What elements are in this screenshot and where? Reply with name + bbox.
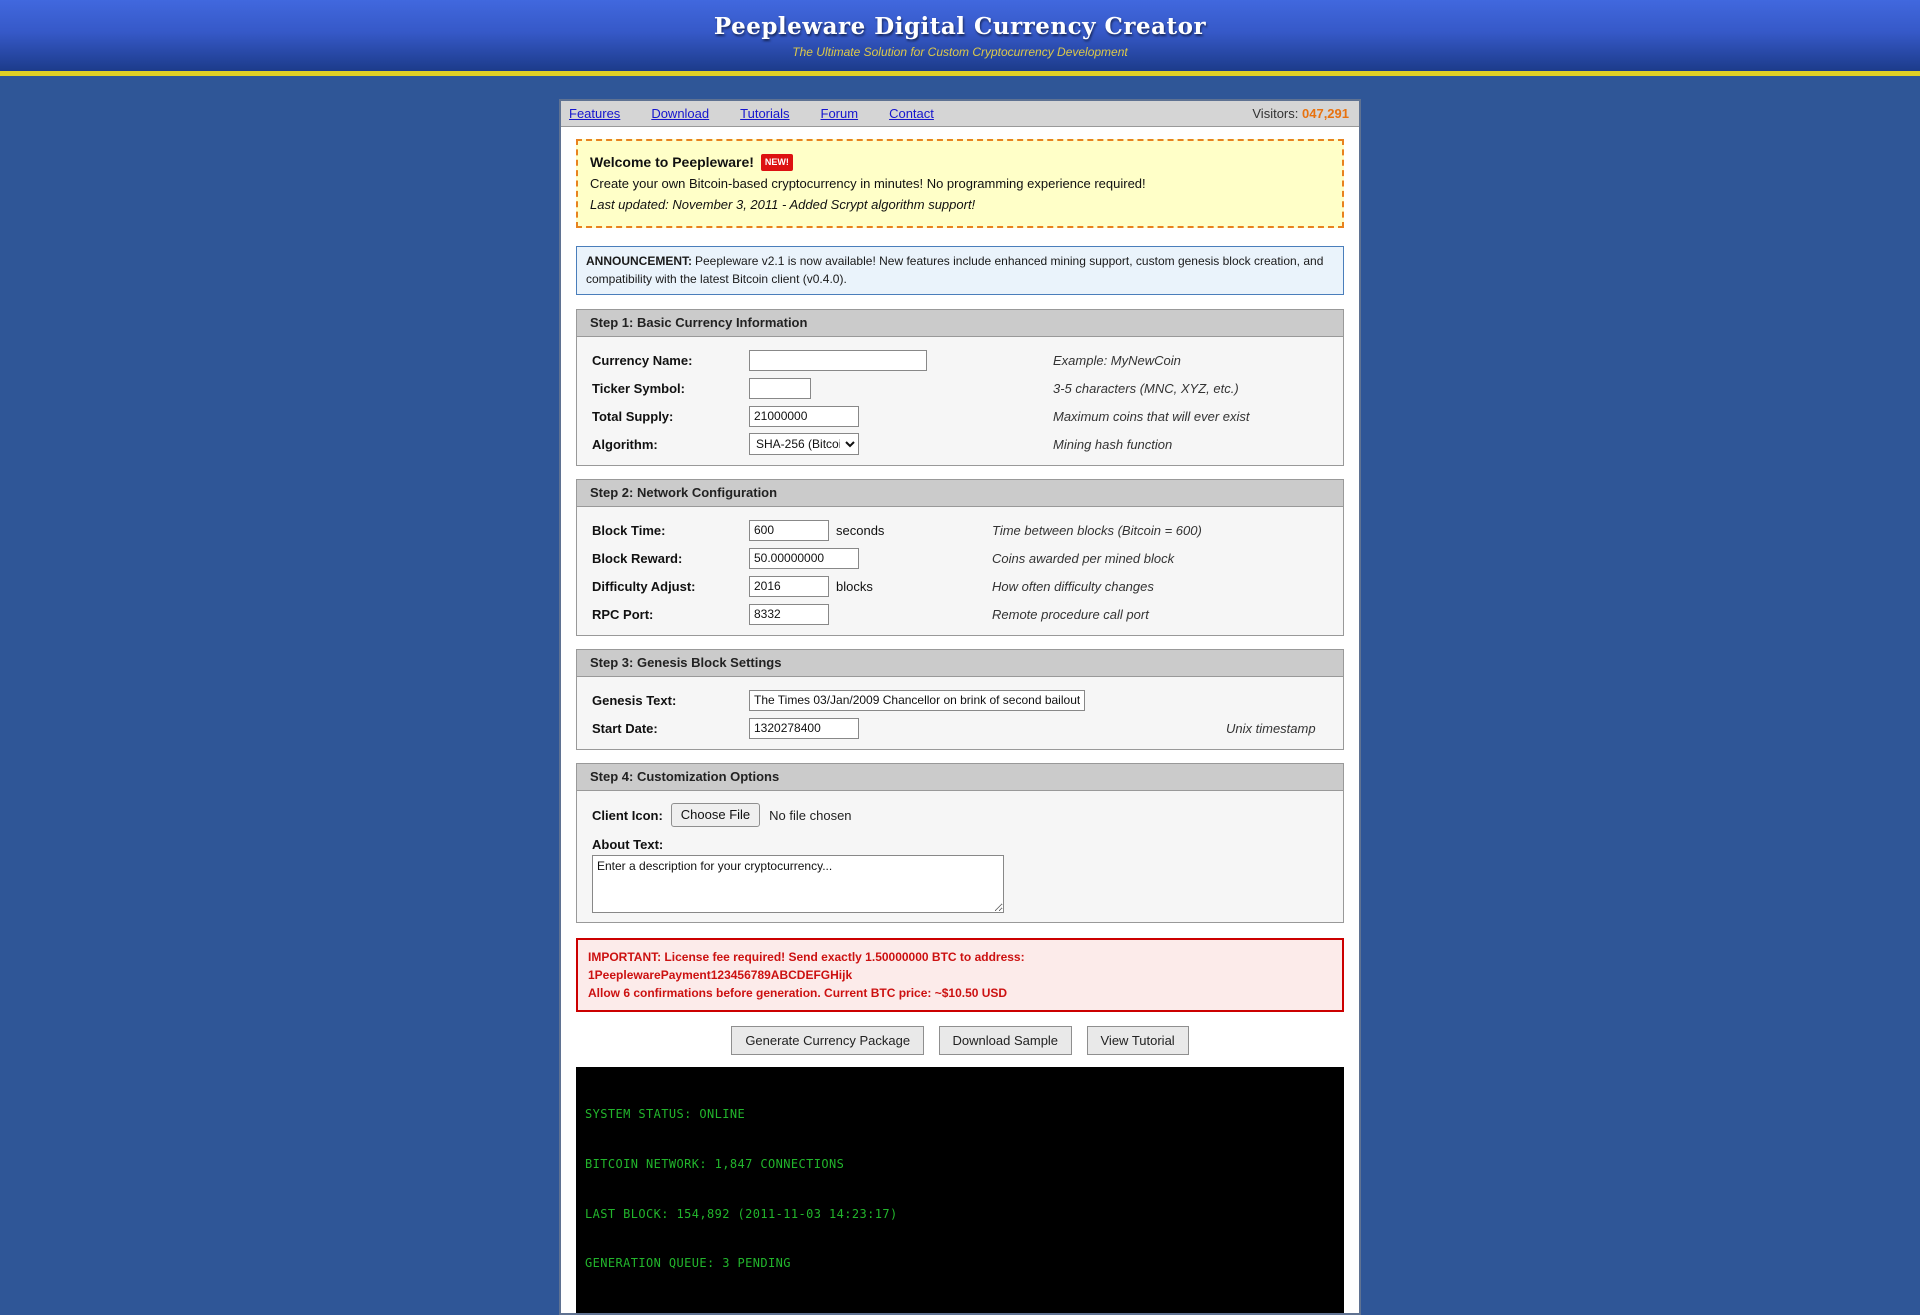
terminal-line-network: BITCOIN NETWORK: 1,847 CONNECTIONS: [585, 1156, 845, 1171]
step4-body: [576, 790, 1344, 923]
visitor-label: Visitors:: [1252, 106, 1299, 121]
page-title: Peepleware Digital Currency Creator: [713, 13, 1207, 40]
start-date-input[interactable]: [749, 718, 859, 739]
step4-header: Step 4: Customization Options: [576, 763, 1344, 790]
step3-body: [576, 676, 1344, 750]
step4-section: [576, 763, 1344, 923]
block-reward-label: Block Reward:: [592, 550, 683, 566]
start-date-label: Start Date:: [592, 720, 658, 736]
ticker-symbol-row: [577, 377, 1343, 399]
currency-name-input[interactable]: [749, 350, 927, 371]
block-time-input[interactable]: [749, 520, 829, 541]
system-status-terminal: [576, 1067, 1344, 1313]
algorithm-select[interactable]: [749, 433, 859, 455]
license-fee-notice: [576, 938, 1344, 1012]
client-icon-label: Client Icon:: [592, 807, 663, 823]
currency-name-label: Currency Name:: [592, 352, 693, 368]
site-header: [0, 0, 1920, 76]
nav-link-contact[interactable]: Contact: [889, 106, 934, 121]
about-text-area[interactable]: [592, 855, 1004, 913]
client-icon-row: [577, 803, 1343, 827]
difficulty-adjust-row: [577, 575, 1343, 597]
page-subtitle: The Ultimate Solution for Custom Cryptocurrency Development: [792, 45, 1128, 59]
algorithm-label: Algorithm:: [592, 436, 658, 452]
announcement-label: ANNOUNCEMENT:: [586, 254, 692, 269]
payment-address: 1PeeplewarePayment123456789ABCDEFGHijk: [588, 968, 853, 983]
generate-package-button[interactable]: Generate Currency Package: [731, 1026, 924, 1055]
license-fee-line3: Allow 6 confirmations before generation. Current BTC price: ~$10.50 USD: [588, 986, 1008, 1001]
block-time-hint: Time between blocks (Bitcoin = 600): [992, 523, 1202, 539]
currency-name-hint: Example: MyNewCoin: [1053, 353, 1181, 369]
step2-header: Step 2: Network Configuration: [576, 479, 1344, 506]
difficulty-adjust-label: Difficulty Adjust:: [592, 578, 696, 594]
step3-section: [576, 649, 1344, 750]
start-date-hint: Unix timestamp: [1226, 721, 1316, 737]
file-chosen-status: No file chosen: [769, 807, 852, 823]
rpc-port-label: RPC Port:: [592, 606, 654, 622]
main-container: [559, 99, 1361, 1315]
block-time-label: Block Time:: [592, 522, 666, 538]
total-supply-hint: Maximum coins that will ever exist: [1053, 409, 1250, 425]
step2-body: [576, 506, 1344, 636]
announcement-text: Peepleware v2.1 is now available! New features include enhanced mining support, custom genesis block creation, and compatibility with the latest Bitcoin client (v0.4.0).: [586, 254, 1324, 286]
choose-file-button[interactable]: Choose File: [671, 803, 760, 827]
action-button-row: [576, 1026, 1344, 1055]
visitor-count: 047,291: [1302, 106, 1349, 121]
difficulty-adjust-hint: How often difficulty changes: [992, 579, 1154, 595]
nav-link-forum[interactable]: Forum: [820, 106, 859, 121]
total-supply-row: [577, 405, 1343, 427]
nav-link-download[interactable]: Download: [651, 106, 710, 121]
algorithm-hint: Mining hash function: [1053, 437, 1173, 453]
difficulty-adjust-input[interactable]: [749, 576, 829, 597]
step1-header: Step 1: Basic Currency Information: [576, 309, 1344, 336]
rpc-port-hint: Remote procedure call port: [992, 607, 1149, 623]
total-supply-input[interactable]: [749, 406, 859, 427]
rpc-port-input[interactable]: [749, 604, 829, 625]
welcome-line1: Create your own Bitcoin-based cryptocurrency in minutes! No programming experience required!: [590, 175, 1146, 191]
nav-link-tutorials[interactable]: Tutorials: [740, 106, 790, 121]
genesis-text-row: [577, 689, 1343, 711]
ticker-symbol-hint: 3-5 characters (MNC, XYZ, etc.): [1053, 381, 1239, 397]
license-fee-line1: IMPORTANT: License fee required! Send exactly 1.50000000 BTC to address:: [588, 950, 1025, 965]
step1-body: [576, 336, 1344, 466]
terminal-line-status: SYSTEM STATUS: ONLINE: [585, 1107, 746, 1122]
rpc-port-row: [577, 603, 1343, 625]
about-text-label: About Text:: [592, 837, 664, 853]
block-reward-row: [577, 547, 1343, 569]
content-area: [561, 127, 1359, 1313]
currency-name-row: [577, 349, 1343, 371]
ticker-symbol-label: Ticker Symbol:: [592, 380, 685, 396]
welcome-heading: Welcome to Peepleware!: [590, 154, 754, 170]
announcement-box: [576, 246, 1344, 295]
algorithm-row: [577, 433, 1343, 455]
genesis-text-label: Genesis Text:: [592, 692, 677, 708]
block-time-suffix: seconds: [836, 522, 885, 538]
view-tutorial-button[interactable]: View Tutorial: [1087, 1026, 1189, 1055]
ticker-symbol-input[interactable]: [749, 378, 811, 399]
block-reward-hint: Coins awarded per mined block: [992, 551, 1175, 567]
block-time-row: [577, 519, 1343, 541]
block-reward-input[interactable]: [749, 548, 859, 569]
step1-section: [576, 309, 1344, 466]
terminal-line-lastblock: LAST BLOCK: 154,892 (2011-11-03 14:23:17): [585, 1206, 898, 1221]
step2-section: [576, 479, 1344, 636]
step3-header: Step 3: Genesis Block Settings: [576, 649, 1344, 676]
start-date-row: [577, 717, 1343, 739]
total-supply-label: Total Supply:: [592, 408, 674, 424]
difficulty-adjust-suffix: blocks: [836, 578, 873, 594]
nav-bar: [561, 101, 1359, 127]
nav-link-features[interactable]: Features: [569, 106, 621, 121]
welcome-line2: Last updated: November 3, 2011 - Added Scrypt algorithm support!: [590, 196, 976, 212]
genesis-text-input[interactable]: [749, 690, 1085, 711]
welcome-box: [576, 139, 1344, 228]
visitor-counter: [1252, 106, 1349, 121]
terminal-line-queue: GENERATION QUEUE: 3 PENDING: [585, 1256, 791, 1271]
new-badge: NEW!: [761, 154, 793, 171]
download-sample-button[interactable]: Download Sample: [939, 1026, 1073, 1055]
